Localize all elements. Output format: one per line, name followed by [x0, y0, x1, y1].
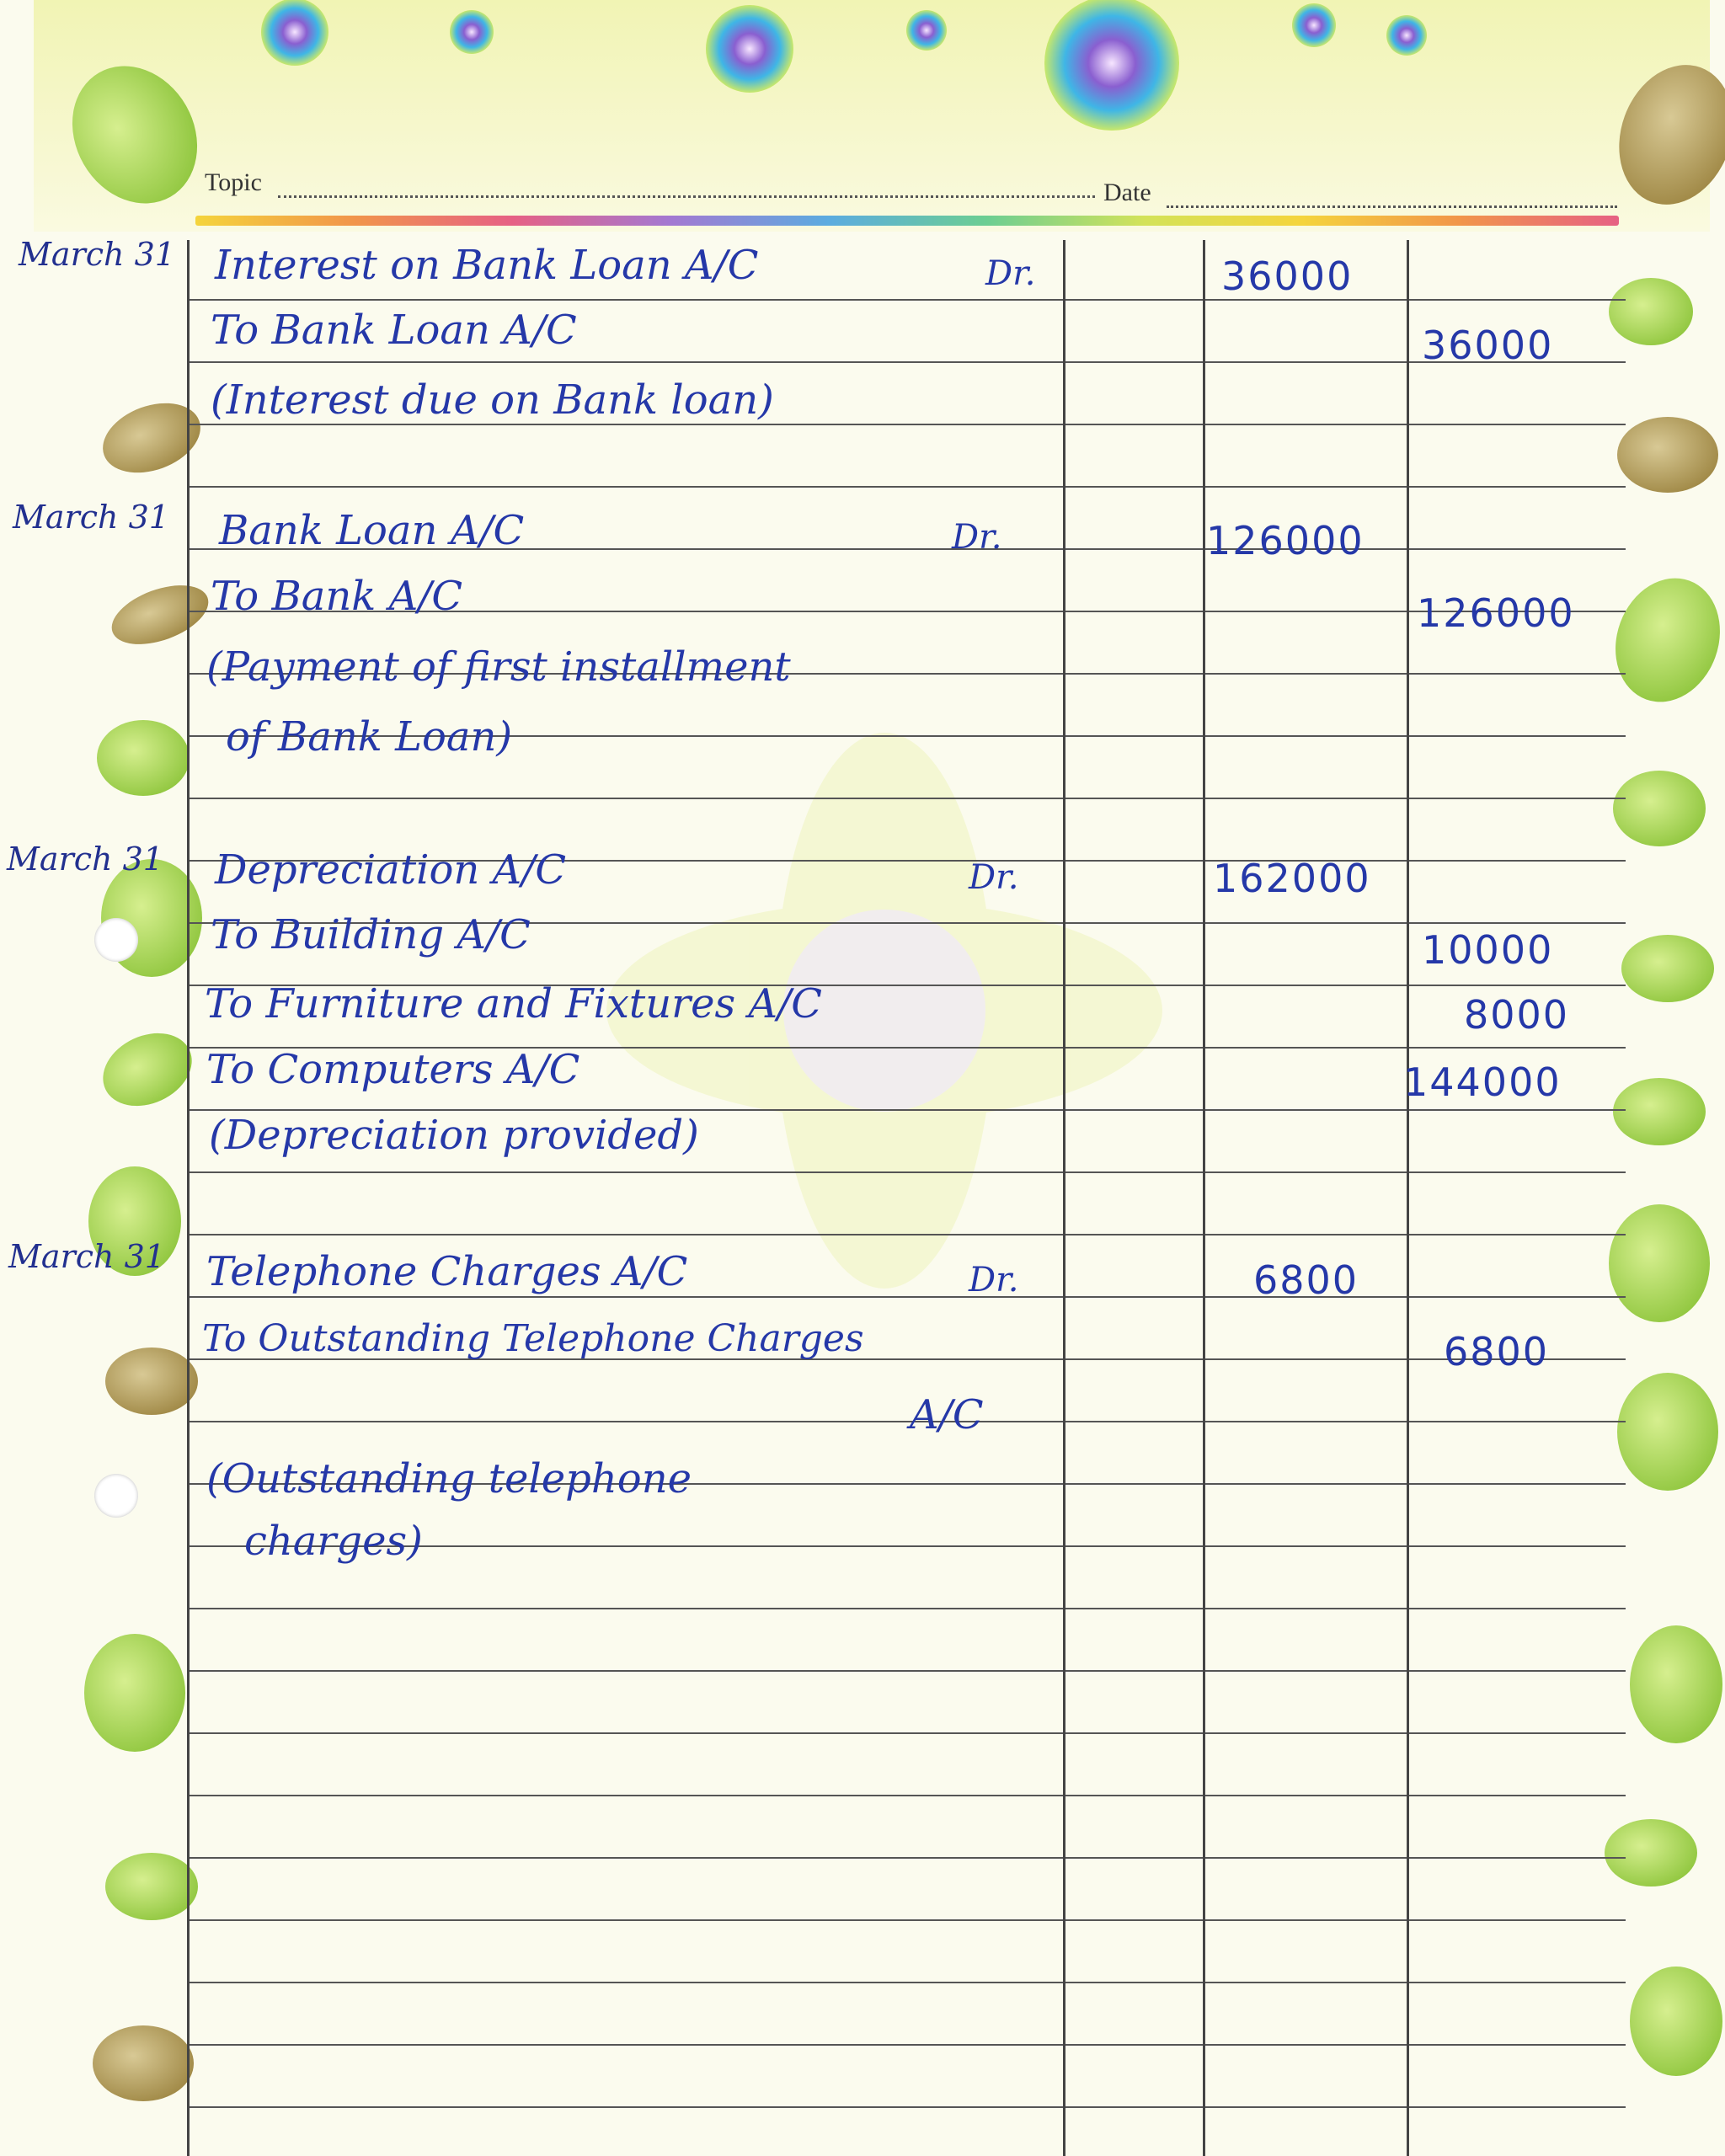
- narration: charges): [244, 1518, 423, 1565]
- ruled-line: [189, 1982, 1626, 1983]
- dr-label: Dr.: [952, 518, 1002, 557]
- credit-amount: 126000: [1417, 590, 1575, 636]
- punch-hole-bottom: [94, 1474, 138, 1518]
- date-dotted-line: [1167, 205, 1617, 208]
- narration: (Payment of first installment: [206, 643, 791, 691]
- topic-label: Topic: [205, 168, 262, 196]
- ruled-line: [189, 1795, 1626, 1796]
- date-column-line: [187, 240, 190, 2156]
- credit-account: To Building A/C: [211, 911, 531, 958]
- credit-account: To Bank Loan A/C: [211, 307, 577, 354]
- ruled-line: [189, 798, 1626, 799]
- ruled-line: [189, 1732, 1626, 1734]
- topic-dotted-line: [278, 195, 1095, 198]
- debit-amount: 6800: [1253, 1257, 1359, 1303]
- credit-amount: 144000: [1403, 1059, 1562, 1105]
- ruled-line: [189, 2106, 1626, 2108]
- rainbow-divider: [195, 216, 1619, 226]
- debit-amount: 162000: [1213, 856, 1371, 901]
- narration: (Outstanding telephone: [206, 1455, 692, 1502]
- date-label: Date: [1103, 179, 1151, 206]
- debit-account: Telephone Charges A/C: [206, 1248, 688, 1295]
- ruled-line: [189, 2044, 1626, 2046]
- narration: of Bank Loan): [226, 713, 513, 760]
- ruled-line: [189, 1608, 1626, 1609]
- credit-amount: 36000: [1422, 323, 1554, 368]
- debit-account: Depreciation A/C: [215, 846, 567, 894]
- ruled-line: [189, 1670, 1626, 1672]
- credit-account: To Furniture and Fixtures A/C: [205, 980, 822, 1027]
- debit-column-line: [1203, 240, 1205, 2156]
- credit-amount: 6800: [1444, 1329, 1550, 1374]
- ruled-line: [189, 361, 1626, 363]
- entry-date: March 31: [13, 499, 169, 536]
- debit-amount: 126000: [1206, 518, 1365, 563]
- debit-account: Interest on Bank Loan A/C: [215, 242, 759, 289]
- punch-hole-top: [94, 918, 138, 962]
- ruled-line: [189, 1171, 1626, 1173]
- entry-date: March 31: [7, 841, 163, 878]
- debit-account: Bank Loan A/C: [219, 507, 525, 554]
- credit-amount: 10000: [1422, 927, 1554, 973]
- credit-account-continued: A/C: [910, 1391, 984, 1438]
- dr-label: Dr.: [969, 858, 1019, 897]
- debit-amount: 36000: [1221, 253, 1354, 299]
- credit-account: To Outstanding Telephone Charges: [202, 1317, 864, 1360]
- credit-account: To Computers A/C: [206, 1046, 580, 1093]
- entry-date: March 31: [19, 236, 175, 273]
- ruled-line: [189, 1421, 1626, 1422]
- narration: (Interest due on Bank loan): [211, 376, 774, 424]
- ruled-line: [189, 1919, 1626, 1921]
- credit-column-line: [1407, 240, 1409, 2156]
- narration: (Depreciation provided): [209, 1112, 699, 1159]
- lf-column-line: [1063, 240, 1065, 2156]
- credit-amount: 8000: [1464, 992, 1570, 1038]
- ruled-line: [189, 1234, 1626, 1235]
- entry-date: March 31: [8, 1238, 165, 1275]
- dr-label: Dr.: [969, 1261, 1019, 1299]
- credit-account: To Bank A/C: [211, 573, 463, 620]
- dr-label: Dr.: [985, 254, 1036, 293]
- ruled-line: [189, 1857, 1626, 1859]
- ruled-line: [189, 486, 1626, 488]
- ruled-line: [189, 299, 1626, 301]
